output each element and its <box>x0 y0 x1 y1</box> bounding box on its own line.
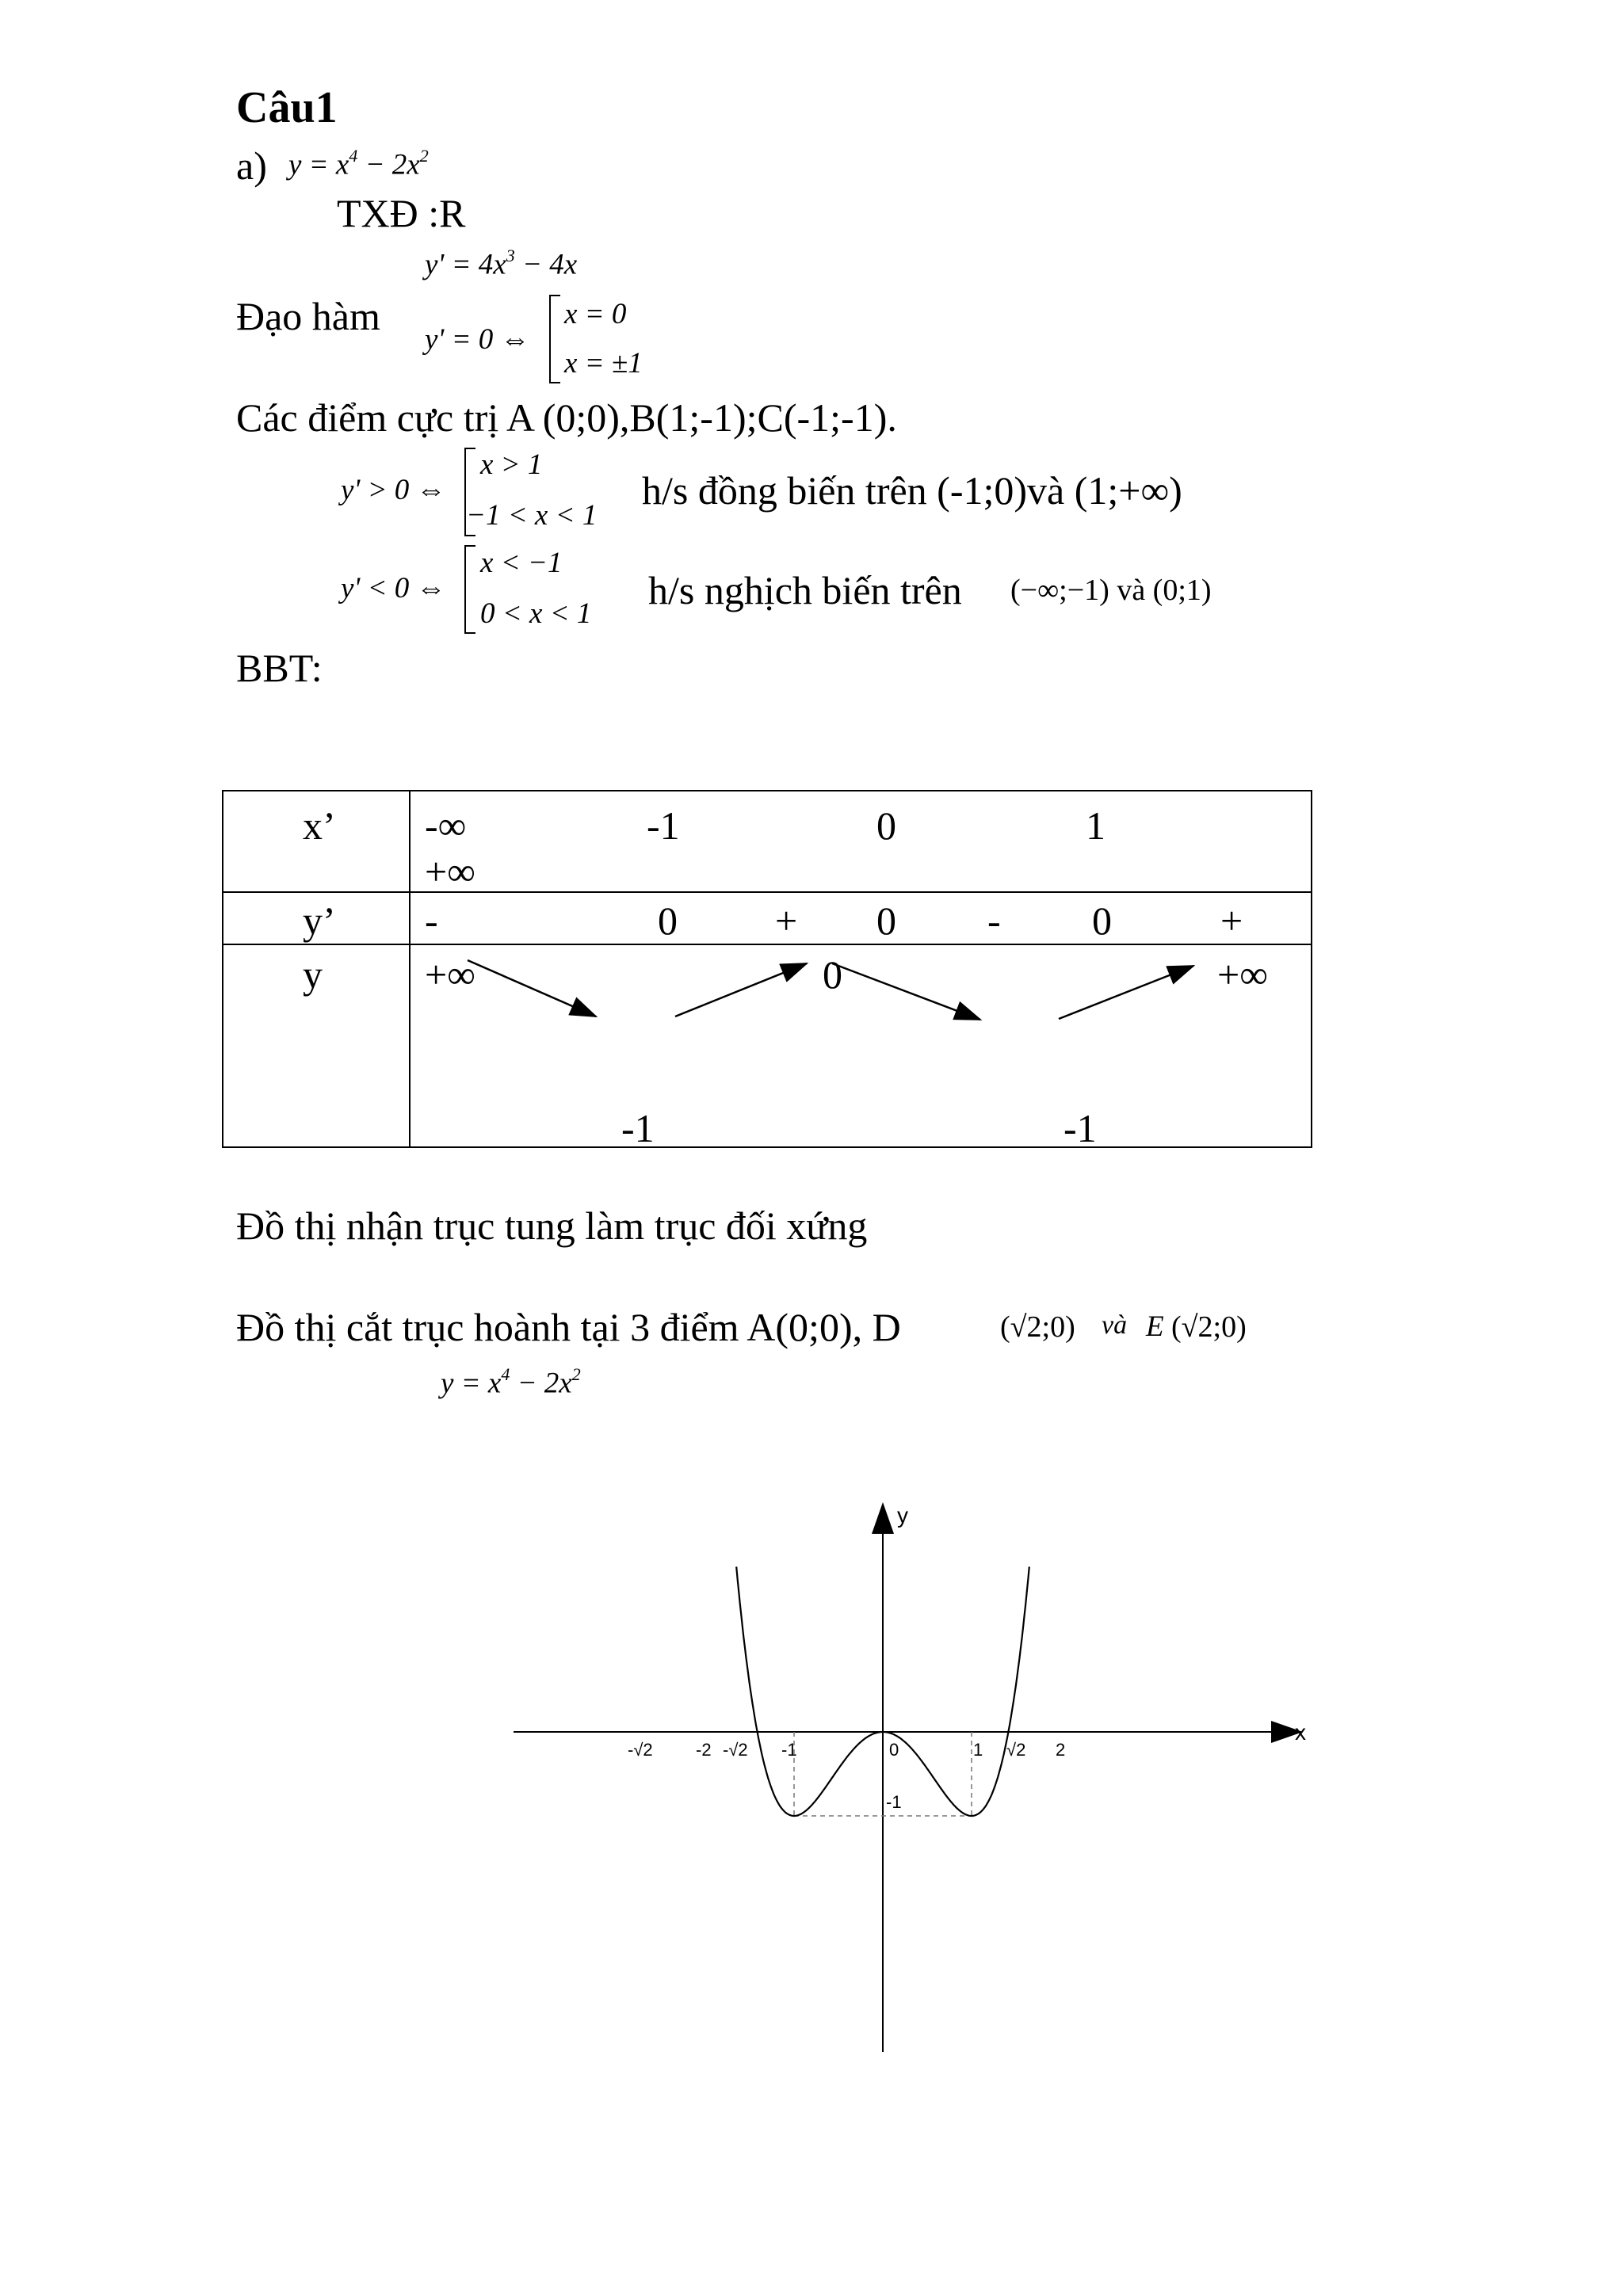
caption-mid: − 2x <box>510 1367 572 1400</box>
decreasing-interval: (−∞;−1) và (0;1) <box>1010 574 1212 607</box>
tick-neg-sqrt2: -√2 <box>723 1740 748 1760</box>
caption-exp2: 2 <box>571 1364 581 1384</box>
decreasing-case-2: 0 < x < 1 <box>480 597 592 630</box>
increasing-case-1: x > 1 <box>480 448 543 481</box>
y-axis-label: y <box>897 1503 908 1527</box>
bbt-label: BBT: <box>236 646 323 690</box>
tick-sqrt2: √2 <box>1006 1740 1026 1760</box>
y-head: y <box>303 952 323 997</box>
x-tick-labels <box>628 1740 1065 1812</box>
symmetry-text: Đồ thị nhận trục tung làm trục đối xứng <box>236 1203 868 1248</box>
increasing-case-2: −1 < x < 1 <box>466 499 598 532</box>
x-val-1: 1 <box>1086 803 1106 848</box>
tick-neg-2: -2 <box>696 1740 712 1760</box>
caption-base: y = x <box>441 1367 502 1400</box>
yp-sign-2: + <box>775 898 798 943</box>
function-mid: − 2x <box>357 148 420 181</box>
decreasing-text: h/s nghịch biến trên <box>648 568 962 612</box>
y-end: +∞ <box>1217 952 1268 997</box>
intercept-d: (√2;0) <box>1000 1310 1075 1344</box>
x-val-0: 0 <box>876 803 896 848</box>
yp-head: y’ <box>303 898 336 943</box>
x-pos-inf: +∞ <box>425 849 475 894</box>
yp-sign-1: - <box>425 898 438 943</box>
tick-1: 1 <box>973 1740 983 1760</box>
derivative-zero-lhs: y' = 0 ⇔ <box>425 323 530 356</box>
y-start: +∞ <box>425 952 475 997</box>
decreasing-case-1: x < −1 <box>480 547 563 579</box>
domain-text: TXĐ :R <box>337 191 466 235</box>
intercept-e-label: E <box>1146 1310 1164 1343</box>
derivative-exp: 3 <box>506 246 515 265</box>
extrema-text: Các điểm cực trị A (0;0),B(1;-1);C(-1;-1). <box>236 395 897 440</box>
derivative-case-1: x = 0 <box>564 298 627 330</box>
yp-sign-4: + <box>1220 898 1243 943</box>
yp-zero-2: 0 <box>876 898 896 943</box>
function-exp2: 2 <box>419 146 429 166</box>
increasing-text: h/s đồng biến trên (-1;0)và (1;+∞) <box>642 468 1182 513</box>
derivative-case-2: x = ±1 <box>564 347 643 379</box>
function-base: y = x <box>288 148 349 181</box>
derivative-label: Đạo hàm <box>236 294 380 338</box>
tick-0: 0 <box>889 1740 899 1760</box>
part-a-label: a) <box>236 143 267 188</box>
yp-sign-3: - <box>987 898 1001 943</box>
derivative-base: y' = 4x <box>425 248 506 281</box>
intercept-e: (√2;0) <box>1171 1310 1247 1344</box>
tick-neg-sqrt2-far: -√2 <box>628 1740 653 1760</box>
tick-y-minus1: -1 <box>886 1792 902 1812</box>
tick-neg-1: -1 <box>781 1740 797 1760</box>
x-head: x’ <box>303 803 336 848</box>
y-min-1: -1 <box>621 1106 655 1150</box>
yp-zero-3: 0 <box>1092 898 1112 943</box>
intercept-and: và <box>1102 1310 1128 1340</box>
y-max-0: 0 <box>823 952 842 997</box>
yp-zero-1: 0 <box>658 898 678 943</box>
decreasing-lhs: y' < 0 ⇔ <box>341 572 446 605</box>
increasing-lhs: y' > 0 ⇔ <box>341 474 446 506</box>
function-exp1: 4 <box>349 146 358 166</box>
intercept-text: Đồ thị cắt trục hoành tại 3 điểm A(0;0), D <box>236 1305 901 1349</box>
heading: Câu1 <box>236 83 338 132</box>
caption-exp1: 4 <box>501 1364 510 1384</box>
derivative-tail: − 4x <box>514 248 578 281</box>
x-val-minus1: -1 <box>647 803 680 848</box>
x-neg-inf: -∞ <box>425 803 467 848</box>
x-axis-label: x <box>1295 1720 1306 1745</box>
tick-2: 2 <box>1056 1740 1066 1760</box>
y-min-2: -1 <box>1064 1106 1097 1150</box>
